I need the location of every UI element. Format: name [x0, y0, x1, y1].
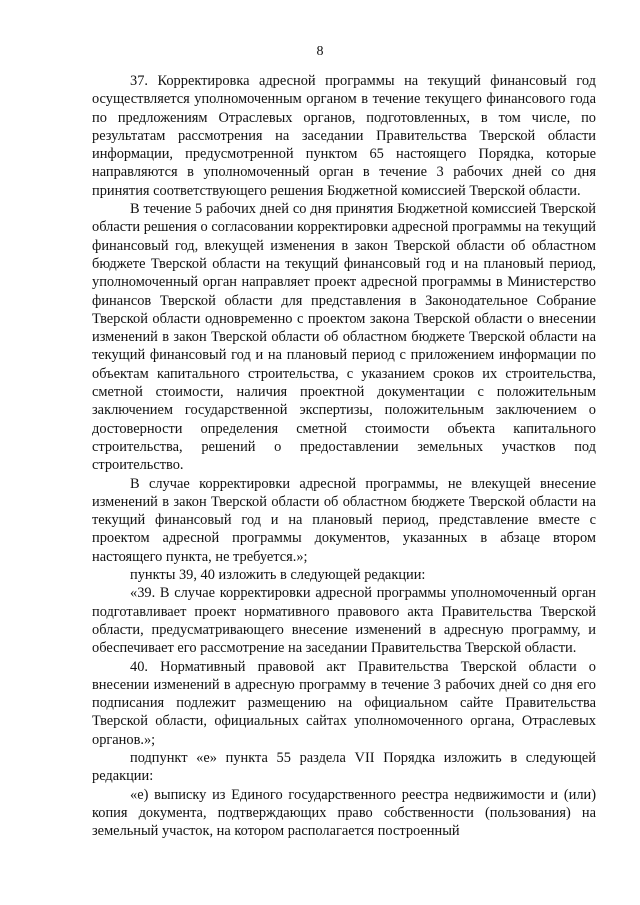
- paragraph-40: 40. Нормативный правовой акт Правительства Тверской области о внесении изменений в адресную программу в течение 3 рабочих дней со дня его подписания подлежит размещению на официальном сайте Правительства Тверской области, официальных сайтах уполномоченного органа, Отраслевых органов.»;: [92, 658, 596, 748]
- paragraph-subpoint-e-intro: подпункт «е» пункта 55 раздела VII Порядка изложить в следующей редакции:: [92, 749, 596, 785]
- document-body: [92, 72, 596, 840]
- paragraph-37-second: В течение 5 рабочих дней со дня принятия Бюджетной комиссией Тверской области решения о согласовании корректировки адресной программы на текущий финансовый год, влекущей изменения в закон Тверской области об областном бюджете Тверской области на текущий финансовый год и на плановый период, уполномоченный орган направляет проект адресной программы в Министерство финансов Тверской области для представления в Законодательное Собрание Тверской области одновременно с проектом закона Тверской области о внесении изменений в закон Тверской области об областном бюджете Тверской области на текущий финансовый год и на плановый период с приложением информации по объектам капитального строительства, с указанием сроков их строительства, сметной стоимости, наличия проектной документации с положительным заключением государственной экспертизы, положительным заключением о достоверности определения сметной стоимости объекта капитального строительства, решений о предоставлении земельных участков под строительство.: [92, 201, 596, 474]
- page-number: 8: [316, 44, 324, 59]
- paragraph-subpoint-e: «е) выписку из Единого государственного реестра недвижимости и (или) копия документа, подтверждающих право собственности (пользования) на земельный участок, на котором располагается построенный: [92, 786, 596, 840]
- paragraph-37: 37. Корректировка адресной программы на текущий финансовый год осуществляется уполномоченным органом в течение текущего финансового года по предложениям Отраслевых органов, подготовленных, в том числе, по результатам рассмотрения на заседании Правительства Тверской области информации, предусмотренной пунктом 65 настоящего Порядка, которые направляются в уполномоченный орган в течение 3 рабочих дней со дня принятия соответствующего решения Бюджетной комиссией Тверской области.: [92, 73, 596, 199]
- paragraph-points-39-40-intro: пункты 39, 40 изложить в следующей редакции:: [130, 567, 426, 584]
- paragraph-39: «39. В случае корректировки адресной программы уполномоченный орган подготавливает проект нормативного правового акта Правительства Тверской области, предусматривающего внесение изменений в адресную программу, и обеспечивает его рассмотрение на заседании Правительства Тверской области.: [92, 585, 596, 657]
- paragraph-37-third: В случае корректировки адресной программы, не влекущей внесение изменений в закон Тверской области об областном бюджете Тверской области на текущий финансовый год и на плановый период, представление вместе с проектом адресной программы документов, указанных в абзаце втором настоящего пункта, не требуется.»;: [92, 475, 596, 565]
